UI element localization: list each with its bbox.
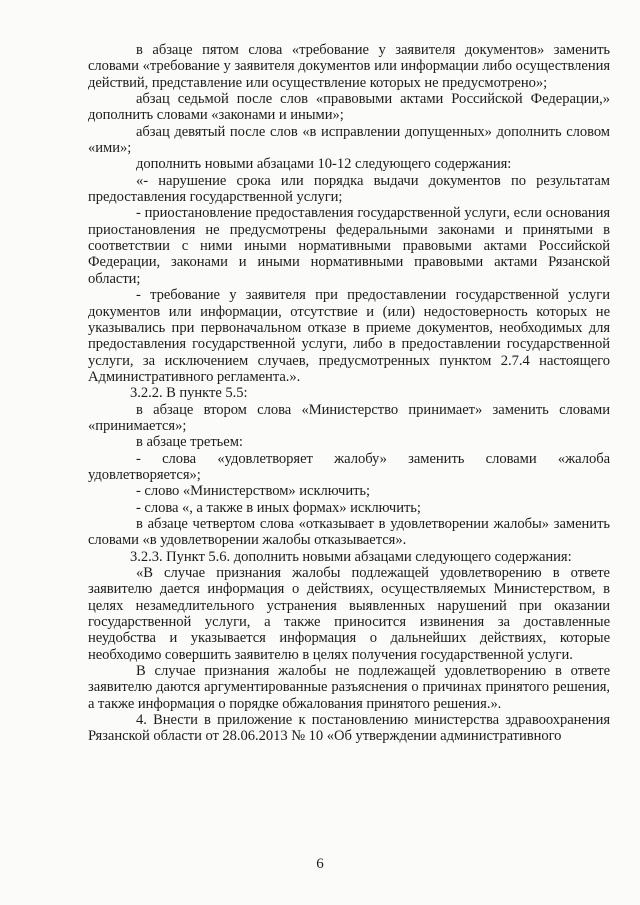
paragraph-2: абзац седьмой после слов «правовыми актами Российской Федерации,» дополнить словами «законами и иными»;	[88, 91, 610, 124]
paragraph-11: - слова «удовлетворяет жалобу» заменить словами «жалоба удовлетворяется»;	[88, 450, 610, 483]
paragraph-17: В случае признания жалобы не подлежащей удовлетворению в ответе заявителю даются аргументированные разъяснения о причинах принятого решения, а также информация о порядке обжалования принятого решения.».	[88, 663, 610, 712]
paragraph-1: в абзаце пятом слова «требование у заявителя документов» заменить словами «требование у заявителя документов или информации либо осуществления действий, представление или осуществление которых не предусмотрено»;	[88, 42, 610, 91]
paragraph-4: дополнить новыми абзацами 10-12 следующего содержания:	[136, 156, 512, 173]
paragraph-10: в абзаце третьем:	[136, 434, 243, 451]
paragraph-18: 4. Внести в приложение к постановлению министерства здравоохранения Рязанской области от 28.06.2013 № 10 «Об утверждении административного	[88, 712, 610, 745]
paragraph-14: в абзаце четвертом слова «отказывает в удовлетворении жалобы» заменить словами «в удовлетворении жалобы отказывается».	[88, 515, 610, 549]
paragraph-12: - слово «Министерством» исключить;	[136, 483, 371, 500]
paragraph-9: в абзаце втором слова «Министерство принимает» заменить словами «принимается»;	[88, 401, 610, 434]
paragraph-3: абзац девятый после слов «в исправлении допущенных» дополнить словом «ими»;	[88, 123, 610, 157]
paragraph-13: - слова «, а также в иных формах» исключить;	[136, 499, 421, 516]
paragraph-8: 3.2.2. В пункте 5.5:	[130, 385, 248, 402]
document-body	[88, 42, 610, 745]
page-number: 6	[316, 856, 324, 872]
paragraph-7: - требование у заявителя при предоставлении государственной услуги документов или информации, отсутствие и (или) недостоверность которых не указывались при первоначальном отказе в приеме документов, необходимых для предоставления государственной услуги, либо в предоставлении государственной услуги, за исключением случаев, предусмотренных пунктом 2.7.4 настоящего Административного регламента.».	[88, 287, 610, 385]
paragraph-16: «В случае признания жалобы подлежащей удовлетворению в ответе заявителю дается информация о действиях, осуществляемых Министерством, в целях незамедлительного устранения выявленных нарушений при оказании государственной услуги, а также приносится извинения за доставленные неудобства и указывается информация о дальнейших действиях, которые необходимо совершить заявителю в целях получения государственной услуги.	[88, 565, 610, 663]
paragraph-5: «- нарушение срока или порядка выдачи документов по результатам предоставления государственной услуги;	[88, 172, 610, 206]
paragraph-6: - приостановление предоставления государственной услуги, если основания приостановления не предусмотрены федеральными законами и принятыми в соответствии с ними иными нормативными правовыми актами Российской Федерации, законами и иными нормативными правовыми актами Рязанской области;	[88, 205, 610, 287]
paragraph-15: 3.2.3. Пункт 5.6. дополнить новыми абзацами следующего содержания:	[130, 548, 572, 565]
